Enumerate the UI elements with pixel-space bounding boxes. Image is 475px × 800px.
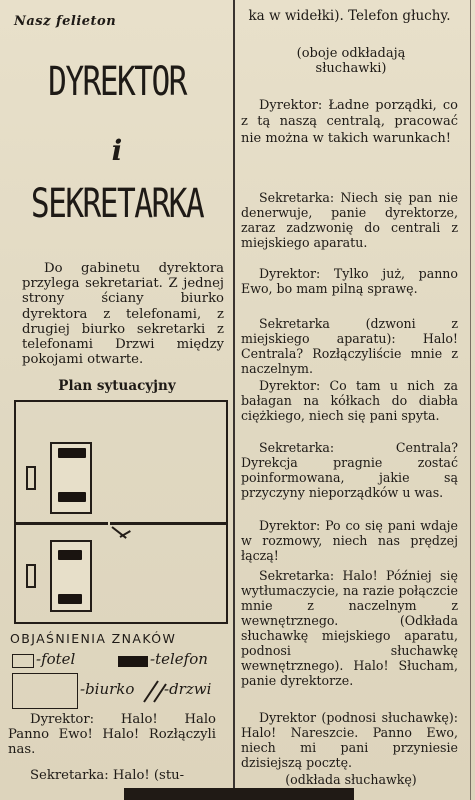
plan-heading: Plan sytuacyjny xyxy=(58,378,176,394)
legend-heading: OBJAŚNIENIA ZNAKÓW xyxy=(10,631,177,646)
headline-line-2: SEKRETARKA xyxy=(30,181,204,227)
floor-plan-diagram xyxy=(12,400,230,628)
dialog-paragraph: Dyrektor: Po co się pani wdaje w rozmowy, niech nas prędzej łączą! xyxy=(241,518,458,563)
plan-dividing-wall xyxy=(14,522,108,525)
chair-symbol xyxy=(26,466,36,490)
dialog-paragraph: Dyrektor: Co tam u nich za bałagan na kółkach do diabła ciężkiego, niech się pani spyta. xyxy=(241,378,458,423)
phone-symbol xyxy=(58,492,86,502)
chair-symbol xyxy=(26,564,36,588)
dialog-paragraph: Sekretarka (dzwoni z miejskiego aparatu): Halo! Centrala? Rozłączyliście mnie z naczelnym. xyxy=(241,316,458,376)
dialog-paragraph: Dyrektor: Tylko już, panno Ewo, bo mam pilną sprawę. xyxy=(241,266,458,296)
phone-symbol xyxy=(58,550,82,560)
dialog-paragraph: Sekretarka: Halo! (stu- xyxy=(30,768,185,783)
plan-dividing-wall xyxy=(110,522,226,525)
legend-door-label: -drzwi xyxy=(164,680,212,698)
dialog-paragraph: Sekretarka: Niech się pan nie denerwuje, panie dyrektorze, zaraz zadzwonię do centrali z miejskiego aparatu. xyxy=(241,190,458,250)
bottom-border-strip xyxy=(124,788,354,800)
headline-conjunction: i xyxy=(111,134,123,167)
dialog-paragraph: ka w widełki). Telefon głuchy. xyxy=(248,8,451,24)
intro-paragraph: Do gabinetu dyrektora przylega sekretariat. Z jednej strony ściany biurko dyrektora z telefonami, z drugiej biurko sekretarki z telefonami Drzwi między pokojami otwarte. xyxy=(22,261,224,368)
legend-chair-symbol xyxy=(12,654,34,668)
dialog-paragraph: Sekretarka: Centrala? Dyrekcja pragnie zostać poinformowana, jakie są przyczyny nieporządków u was. xyxy=(241,440,458,500)
page-edge xyxy=(470,0,471,800)
column-divider xyxy=(233,0,235,800)
stage-direction: (odkłada słuchawkę) xyxy=(285,772,417,787)
legend-phone-symbol xyxy=(118,656,148,667)
headline-line-1: DYREKTOR xyxy=(48,59,186,105)
legend-desk-symbol xyxy=(12,673,78,709)
dialog-paragraph: Sekretarka: Halo! Później się wytłumaczycie, na razie połączcie mnie z naczelnym z wewnętrznego. (Odkłada słuchawkę miejskiego aparatu, podnosi słuchawkę wewnętrznego). Halo! Słucham, panie dyrektorze. xyxy=(241,568,458,688)
dialog-paragraph: Dyrektor (podnosi słuchawkę): Halo! Nareszcie. Panno Ewo, niech mi pani przyniesie dzisiejszą pocztę. xyxy=(241,710,458,770)
legend-phone-label: -telefon xyxy=(150,650,208,668)
legend-chair-label: -fotel xyxy=(36,650,76,668)
phone-symbol xyxy=(58,448,86,458)
dialog-paragraph: Dyrektor: Halo! Halo Panno Ewo! Halo! Rozłączyli nas. xyxy=(8,712,216,758)
stage-direction: (oboje odkładają słuchawki) xyxy=(296,46,406,76)
plan-outer-wall xyxy=(14,400,228,624)
section-kicker: Nasz felieton xyxy=(14,14,117,29)
dialog-paragraph: Dyrektor: Ładne porządki, co z tą naszą centralą, pracować nie można w takich warunkach! xyxy=(241,98,458,146)
phone-symbol xyxy=(58,594,82,604)
legend-desk-label: -biurko xyxy=(80,680,135,698)
